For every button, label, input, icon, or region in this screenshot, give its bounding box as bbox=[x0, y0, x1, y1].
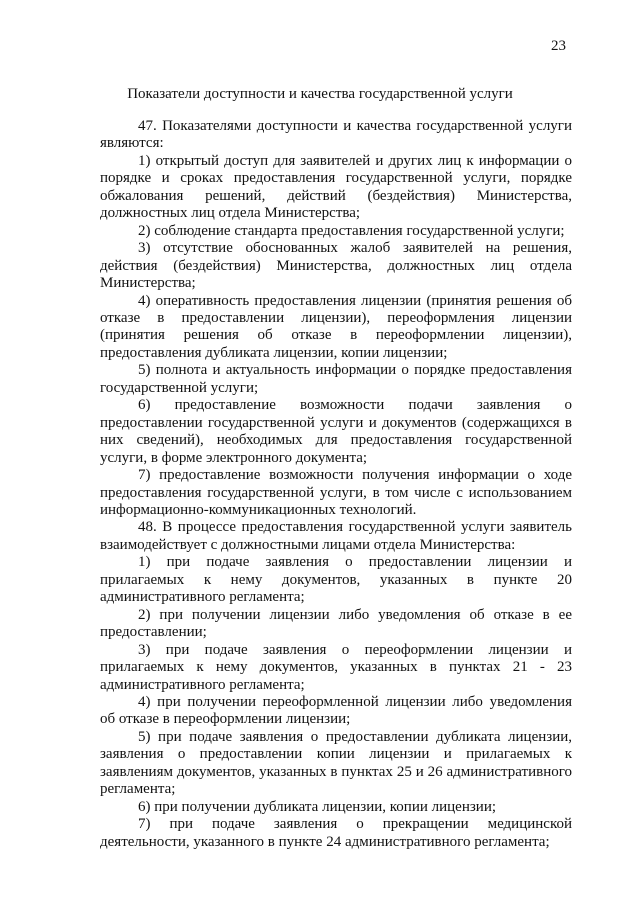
document-body bbox=[100, 118, 572, 851]
page-number: 23 bbox=[551, 38, 566, 54]
list-item: 3) отсутствие обоснованных жалоб заявителей на решения, действия (бездействия) Министерства, должностных лиц отдела Министерства; bbox=[100, 240, 572, 292]
list-item: 5) полнота и актуальность информации о порядке предоставления государственной услуги; bbox=[100, 362, 572, 396]
list-item: 2) при получении лицензии либо уведомления об отказе в ее предоставлении; bbox=[100, 606, 572, 641]
paragraph-48: 48. В процессе предоставления государственной услуги заявитель взаимодействует с должностными лицами отдела Министерства: bbox=[100, 519, 572, 553]
section-heading: Показатели доступности и качества государственной услуги bbox=[127, 86, 513, 102]
list-item: 5) при подаче заявления о предоставлении дубликата лицензии, заявления о предоставлении копии лицензии и прилагаемых к заявлениям документов, указанных в пунктах 25 и 26 административного регламента; bbox=[100, 728, 572, 798]
list-item: 4) оперативность предоставления лицензии (принятия решения об отказе в предоставлении лицензии), переоформления лицензии (принятия решения об отказе в переоформлении лицензии), предоставления дубликата лицензии, копии лицензии; bbox=[100, 292, 572, 361]
list-item: 7) предоставление возможности получения информации о ходе предоставления государственной услуги, в том числе с использованием информационно-коммуникационных технологий. bbox=[100, 467, 572, 518]
list-item: 6) предоставление возможности подачи заявления о предоставлении государственной услуги и документов (содержащихся в них сведений), необходимых для предоставления государственной услуги, в форме электронного документа; bbox=[100, 397, 572, 466]
list-item: 3) при подаче заявления о переоформлении лицензии и прилагаемых к нему документов, указанных в пунктах 21 - 23 административного регламента; bbox=[100, 641, 572, 693]
list-item: 1) открытый доступ для заявителей и других лиц к информации о порядке и сроках предоставления государственной услуги, порядке обжалования решений, действий (бездействия) Министерства, должностных лиц отдела Министерства; bbox=[100, 152, 572, 222]
list-item: 6) при получении дубликата лицензии, копии лицензии; bbox=[138, 798, 497, 815]
list-item: 7) при подаче заявления о прекращении медицинской деятельности, указанного в пункте 24 административного регламента; bbox=[100, 816, 572, 850]
list-item: 2) соблюдение стандарта предоставления государственной услуги; bbox=[138, 222, 565, 239]
paragraph-47: 47. Показателями доступности и качества государственной услуги являются: bbox=[100, 118, 572, 152]
list-item: 4) при получении переоформленной лицензии либо уведомления об отказе в переоформлении лицензии; bbox=[100, 693, 572, 728]
list-item: 1) при подаче заявления о предоставлении лицензии и прилагаемых к нему документов, указанных в пункте 20 административного регламента; bbox=[100, 554, 572, 606]
